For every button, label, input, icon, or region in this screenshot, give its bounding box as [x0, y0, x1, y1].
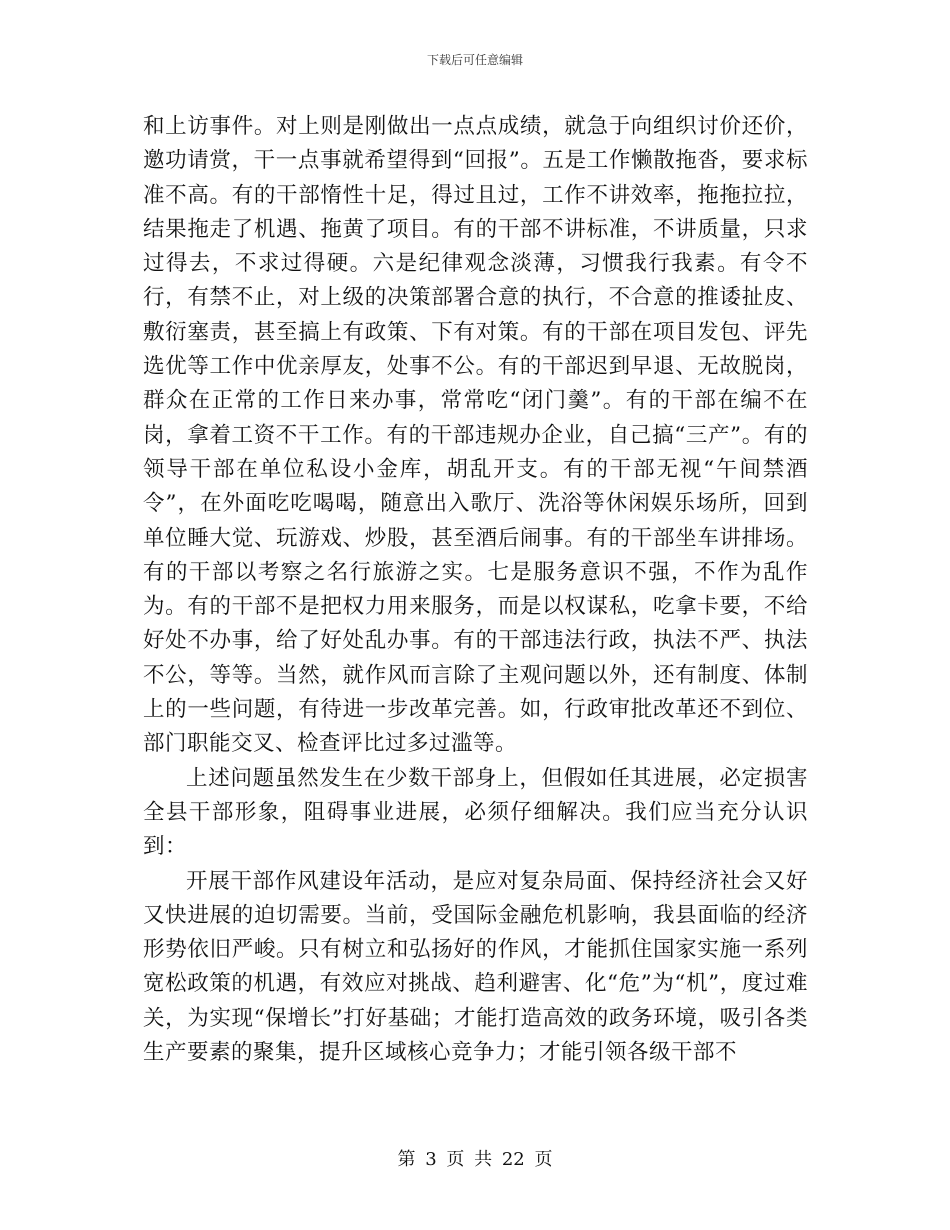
- paragraph-2: 上述问题虽然发生在少数干部身上，但假如任其进展，必定损害全县干部形象，阻碍事业进展，必须仔细解决。我们应当充分认识到：: [143, 765, 808, 860]
- document-body: [143, 110, 808, 1070]
- page-header: 下载后可任意编辑: [426, 53, 523, 67]
- paragraph-3: 开展干部作风建设年活动，是应对复杂局面、保持经济社会又好又快进展的迫切需要。当前，受国际金融危机影响，我县面临的经济形势依旧严峻。只有树立和弘扬好的作风，才能抓住国家实施一系列宽松政策的机遇，有效应对挑战、趋利避害、化“危”为“机”，度过难关，为实现“保增长”打好基础；才能打造高效的政务环境，吸引各类生产要素的聚集，提升区域核心竞争力；才能引领各级干部不: [143, 868, 808, 1066]
- page-footer: 第 3 页 共 22 页: [397, 1149, 553, 1170]
- paragraph-1: 和上访事件。对上则是刚做出一点点成绩，就急于向组织讨价还价，邀功请赏，干一点事就希望得到“回报”。五是工作懒散拖沓，要求标准不高。有的干部惰性十足，得过且过，工作不讲效率，拖拖拉拉，结果拖走了机遇、拖黄了项目。有的干部不讲标准，不讲质量，只求过得去，不求过得硬。六是纪律观念淡薄，习惯我行我素。有令不行，有禁不止，对上级的决策部署合意的执行，不合意的推诿扯皮、敷衍塞责，甚至搞上有政策、下有对策。有的干部在项目发包、评先选优等工作中优亲厚友，处事不公。有的干部迟到早退、无故脱岗，群众在正常的工作日来办事，常常吃“闭门羹”。有的干部在编不在岗，拿着工资不干工作。有的干部违规办企业，自己搞“三产”。有的领导干部在单位私设小金库，胡乱开支。有的干部无视“午间禁酒令”，在外面吃吃喝喝，随意出入歌厅、洗浴等休闲娱乐场所，回到单位睡大觉、玩游戏、炒股，甚至酒后闹事。有的干部坐车讲排场。有的干部以考察之名行旅游之实。七是服务意识不强，不作为乱作为。有的干部不是把权力用来服务，而是以权谋私，吃拿卡要，不给好处不办事，给了好处乱办事。有的干部违法行政，执法不严、执法不公，等等。当然，就作风而言除了主观问题以外，还有制度、体制上的一些问题，有待进一步改革完善。如，行政审批改革还不到位、部门职能交叉、检查评比过多过滥等。: [143, 114, 808, 757]
